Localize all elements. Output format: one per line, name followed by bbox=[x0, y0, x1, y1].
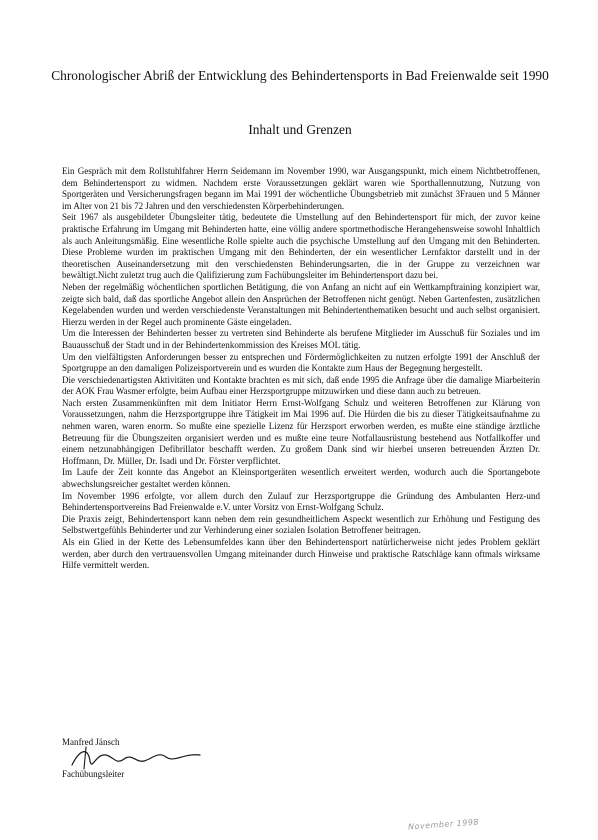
paragraph: Als ein Glied in der Kette des Lebensumfeldes kann über den Behindertensport natürlicherweise nicht jedes Problem geklärt werden, aber durch den vertrauensvollen Umgang miteinander durch Hinweise und praktische Ratschläge kann oftmals wirksame Hilfe vermittelt werden. bbox=[62, 537, 540, 571]
paragraph: Die verschiedenartigsten Aktivitäten und Kontakte brachten es mit sich, daß ende 1995 die Anfrage über die damalige Miarbeiterin der AOK Frau Wasmer erfolgte, beim Aufbau einer Herzsportgruppe mitzuwirken und diese dann auch zu betreuen. bbox=[62, 374, 540, 397]
paragraph: Die Praxis zeigt, Behindertensport kann neben dem rein gesundheitlichem Aspeckt wesentlich zur Erhöhung und Festigung des Selbstwertgefühls Behinderter und zur Verhinderung einer sozialen Isolation Betroffener beitragen. bbox=[62, 513, 540, 536]
paragraph: Ein Gespräch mit dem Rollstuhlfahrer Herrn Seidemann im November 1990, war Ausgangspunkt, mich einem Nichtbetroffenen, dem Behindertensport zu widmen. Nachdem erste Voraussetzungen geklärt waren wie Sporthallennutzung, Nutzung von Sportgeräten und Versicherungsfragen begann im Mai 1991 der wöchentliche Übungsbetrieb mit zunächst 3Frauen und 5 Männer im Alter von 21 bis 72 Jahren und den verschiedensten Körperbehinderungen. bbox=[62, 166, 540, 211]
paragraph: Im Laufe der Zeit konnte das Angebot an Kleinsportgeräten wesentlich erweitert werden, wodurch auch die Sportangebote abwechslungsreicher gestaltet werden können. bbox=[62, 467, 540, 490]
signature-name: Manfred Jänsch bbox=[62, 737, 120, 747]
handwritten-date-note: November 1998 bbox=[407, 817, 480, 832]
document-subtitle: Inhalt und Grenzen bbox=[248, 122, 352, 137]
paragraph: Nach ersten Zusammenkünften mit dem Initiator Herrn Ernst-Wolfgang Schulz und weiteren Betroffenen zur Klärung von Voraussetzungen, nahm die Herzsportgruppe ihre Tätigkeit im Mai 1996 auf. Die Hürden die bis zu dieser Tätigkeitsaufnahme zu nehmen waren, waren enorm. So mußte eine spezielle Lizenz für Herzsport erworben werden, es mußte eine ständige ärztliche Betreuung für die Übungszeiten organisiert werden und es mußte eine teure Notfallausrüstung bestehend aus Notfallkoffer und einem netzunabhängigen Defibrillator beschafft werden. Zu großem Dank sind wir hierbei unseren betreuenden Ärzten Dr. Hoffmann, Dr. Müller, Dr. Isadi und Dr. Förster verpflichtet. bbox=[62, 397, 540, 466]
paragraph: Um den vielfältigsten Anforderungen besser zu entsprechen und Fördermöglichkeiten zu nutzen erfolgte 1991 der Anschluß der Sportgruppe an den damaligen Polizeisportverein und es wurden die Kontakte zum Haus der Begegnung hergestellt. bbox=[62, 351, 540, 374]
signature-block bbox=[62, 737, 262, 780]
paragraph: Neben der regelmäßig wöchentlichen sportlichen Betätigung, die von Anfang an nicht auf ein Wettkampftraining konzipiert war, zeigte sich bald, daß das sportliche Angebot allein den Ansprüchen der Betroffenen nicht genügt. Neben Gartenfesten, zusätzlichen Kegelabenden wurden und werden verschiedenste Veranstaltungen mit Behindertenthematiken besucht und auch selbst organisiert. Hierzu werden in der Regel auch prominente Gäste eingeladen. bbox=[62, 281, 540, 327]
handwritten-signature bbox=[66, 743, 206, 773]
signature-role: Fachübungsleiter bbox=[62, 768, 125, 779]
paragraph: Im November 1996 erfolgte, vor allem durch den Zulauf zur Herzsportgruppe die Gründung des Ambulanten Herz-und Behindertensportvereins Bad Freienwalde e.V. unter Vorsitz von Ernst-Wolfgang Schulz. bbox=[62, 490, 540, 513]
paragraph: Seit 1967 als ausgebildeter Übungsleiter tätig, bedeutete die Umstellung auf den Behindertensport für mich, der zuvor keine praktische Erfahrung im Umgang mit Behinderten hatte, eine völlig andere sportmethodische Herangehensweise sowohl Inhaltlich als auch Anleitungsmäßig. Eine wesentliche Rolle spielte auch die psychische Umstellung auf den Umgang mit den Behinderten. Diese Probleme wurden im praktischen Umgang mit den Behinderten, der ein wesentlicher Lernfaktor darstellt und in der theoretischen Auseinandersetzung mit den verschiedensten Behinderungsarten, die in der Gruppe zu verzeichnen war bewältigt.Nicht zuletzt trug auch die Qalifizierung zum Fachübungsleiter im Behindertensport dazu bei. bbox=[62, 212, 540, 281]
document-body bbox=[62, 166, 540, 572]
document-title: Chronologischer Abriß der Entwicklung des Behindertensports in Bad Freienwalde seit 1990 bbox=[51, 68, 549, 83]
paragraph: Um die Interessen der Behinderten besser zu vertreten sind Behinderte als berufene Mitglieder im Ausschuß für Soziales und im Bauausschuß der Stadt und in der Behindertenkommission des Kreises MOL tätig. bbox=[62, 328, 540, 350]
